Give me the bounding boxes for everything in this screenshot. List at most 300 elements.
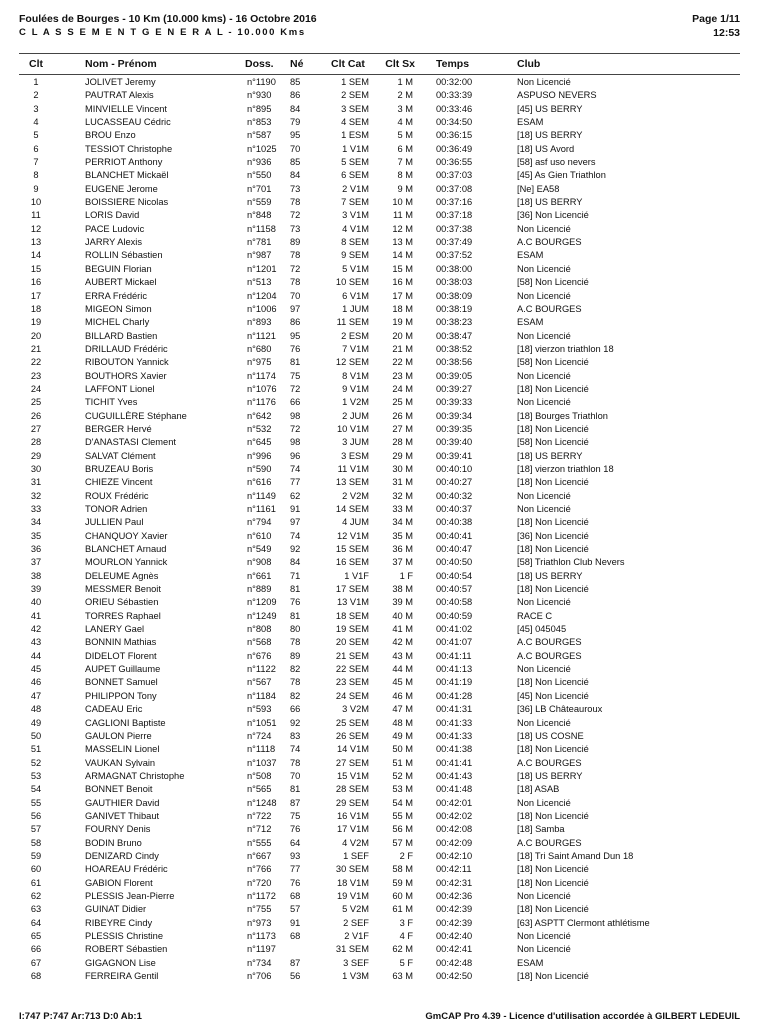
sex-rank: 26 M (392, 410, 413, 421)
bib-number: n°1006 (247, 303, 277, 314)
table-row (19, 290, 740, 303)
table-row (19, 743, 740, 756)
table-row (19, 676, 740, 689)
club-name: Non Licencié (517, 597, 571, 608)
category-rank: 23 SEM (335, 677, 369, 688)
finish-time: 00:39:05 (436, 370, 473, 381)
sex-rank: 2 F (399, 850, 413, 861)
sex-rank: 31 M (392, 477, 413, 488)
ranking-subtitle: C L A S S E M E N T G E N E R A L - 10.000 Kms (19, 27, 306, 38)
birth-year: 62 (290, 490, 301, 501)
birth-year: 56 (290, 971, 301, 982)
birth-year: 78 (290, 677, 301, 688)
bib-number: n°1025 (247, 143, 277, 154)
sex-rank: 35 M (392, 530, 413, 541)
birth-year: 75 (290, 810, 301, 821)
birth-year: 96 (290, 450, 301, 461)
finish-time: 00:38:52 (436, 343, 473, 354)
runner-name: PAUTRAT Alexis (85, 90, 154, 101)
table-row (19, 556, 740, 569)
club-name: [18] Samba (517, 824, 565, 835)
bib-number: n°645 (247, 437, 272, 448)
category-rank: 19 V1M (336, 890, 369, 901)
finish-time: 00:42:36 (436, 890, 473, 901)
category-rank: 9 V1M (342, 383, 369, 394)
footer-stats: I:747 P:747 Ar:713 D:0 Ab:1 (19, 1011, 142, 1022)
club-name: [18] Non Licencié (517, 864, 589, 875)
club-name: Non Licencié (517, 504, 571, 514)
rank: 63 (30, 904, 42, 915)
rank: 21 (30, 343, 42, 354)
birth-year: 86 (290, 317, 301, 328)
finish-time: 00:42:40 (436, 931, 473, 941)
birth-year: 78 (290, 250, 301, 261)
birth-year: 98 (290, 410, 301, 421)
rank: 17 (30, 290, 42, 301)
finish-time: 00:38:47 (436, 330, 473, 341)
bib-number: n°508 (247, 770, 272, 781)
club-name: Non Licencié (517, 944, 571, 955)
table-row (19, 810, 740, 823)
club-name: [18] Non Licencié (517, 904, 589, 915)
runner-name: SALVAT Clément (85, 450, 156, 461)
birth-year: 80 (290, 624, 301, 635)
table-row (19, 943, 740, 956)
runner-name: BOISSIERE Nicolas (85, 197, 169, 208)
runner-name: LANERY Gael (85, 624, 145, 635)
finish-time: 00:41:33 (436, 717, 473, 728)
sex-rank: 2 M (397, 90, 413, 101)
sex-rank: 11 M (393, 210, 413, 221)
bib-number: n°587 (247, 130, 272, 141)
runner-name: MIGEON Simon (85, 303, 152, 314)
sex-rank: 28 M (392, 437, 413, 448)
category-rank: 13 V1M (336, 597, 369, 608)
table-row (19, 783, 740, 796)
club-name: [45] US BERRY (517, 103, 583, 114)
table-row (19, 850, 740, 863)
club-name: Non Licencié (517, 263, 571, 274)
club-name: [18] Non Licencié (517, 544, 589, 555)
rank: 22 (30, 357, 42, 368)
birth-year: 66 (290, 704, 301, 715)
finish-time: 00:37:38 (436, 223, 473, 234)
birth-year: 73 (290, 223, 301, 234)
runner-name: BERGER Hervé (85, 423, 152, 434)
bib-number: n°701 (247, 183, 272, 194)
bib-number: n°734 (247, 957, 272, 968)
bib-number: n°567 (247, 677, 272, 688)
club-name: Non Licencié (517, 370, 571, 381)
category-rank: 6 V1M (342, 290, 369, 301)
bib-number: n°853 (247, 117, 272, 128)
runner-name: MASSELIN Lionel (85, 744, 160, 755)
rank: 44 (30, 650, 42, 661)
birth-year: 97 (290, 303, 301, 314)
sex-rank: 27 M (392, 423, 413, 434)
category-rank: 4 JUM (342, 517, 369, 528)
runner-name: LUCASSEAU Cédric (85, 117, 171, 128)
category-rank: 1 V3M (342, 971, 369, 982)
finish-time: 00:39:35 (436, 423, 473, 434)
finish-time: 00:41:43 (436, 770, 473, 781)
club-name: A.C BOURGES (517, 303, 582, 314)
club-name: A.C BOURGES (517, 637, 582, 648)
category-rank: 3 ESM (341, 450, 369, 461)
sex-rank: 7 M (397, 157, 413, 168)
finish-time: 00:42:41 (436, 944, 473, 955)
finish-time: 00:41:07 (436, 637, 473, 648)
runner-name: GIGAGNON Lise (85, 957, 156, 968)
club-name: A.C BOURGES (517, 650, 582, 661)
club-name: [18] ASAB (517, 784, 560, 795)
rank: 38 (30, 570, 42, 581)
category-rank: 5 V1M (342, 263, 369, 274)
table-row (19, 249, 740, 262)
finish-time: 00:42:31 (436, 877, 473, 888)
table-row (19, 156, 740, 169)
rank: 10 (30, 197, 42, 208)
rank: 1 (33, 77, 39, 87)
finish-time: 00:42:11 (436, 864, 472, 875)
category-rank: 24 SEM (335, 690, 369, 701)
club-name: ESAM (517, 117, 544, 128)
table-row (19, 316, 740, 329)
runner-name: AUPET Guillaume (85, 664, 161, 675)
category-rank: 28 SEM (335, 784, 369, 795)
sex-rank: 33 M (392, 504, 413, 514)
bib-number: n°996 (247, 450, 272, 461)
table-row (19, 103, 740, 116)
birth-year: 72 (290, 263, 301, 274)
category-rank: 12 SEM (335, 357, 369, 368)
club-name: [18] Non Licencié (517, 517, 589, 528)
bib-number: n°610 (247, 530, 272, 541)
finish-time: 00:40:58 (436, 597, 473, 608)
sex-rank: 3 M (397, 103, 413, 114)
bib-number: n°1118 (247, 744, 276, 755)
sex-rank: 49 M (392, 730, 413, 741)
runner-name: BLANCHET Mickaël (85, 170, 169, 181)
rank: 14 (30, 250, 42, 261)
bib-number: n°930 (247, 90, 272, 101)
club-name: [18] Non Licencié (517, 477, 589, 488)
category-rank: 21 SEM (335, 650, 369, 661)
sex-rank: 14 M (392, 250, 413, 261)
bib-number: n°1161 (247, 504, 276, 514)
club-name: [18] Non Licencié (517, 810, 589, 821)
bib-number: n°550 (247, 170, 272, 181)
rank: 42 (30, 624, 42, 635)
category-rank: 4 V2M (342, 837, 369, 848)
category-rank: 1 V2M (342, 397, 369, 408)
category-rank: 2 ESM (341, 330, 369, 341)
table-row (19, 717, 740, 730)
birth-year: 70 (290, 770, 301, 781)
runner-name: DELEUME Agnès (85, 570, 159, 581)
club-name: Non Licencié (517, 290, 571, 301)
birth-year: 85 (290, 157, 301, 168)
col-temps: Temps (436, 58, 470, 70)
rank: 39 (30, 584, 42, 595)
runner-name: RIBOUTON Yannick (85, 357, 169, 368)
rank: 20 (30, 330, 42, 341)
birth-year: 86 (290, 90, 301, 101)
table-row (19, 877, 740, 890)
category-rank: 3 SEF (343, 957, 369, 968)
runner-name: JULLIEN Paul (85, 517, 144, 528)
finish-time: 00:38:03 (436, 277, 473, 288)
sex-rank: 22 M (392, 357, 413, 368)
sex-rank: 21 M (392, 343, 413, 354)
rank: 5 (33, 130, 39, 141)
club-name: A.C BOURGES (517, 837, 582, 848)
birth-year: 91 (290, 917, 301, 928)
sex-rank: 5 M (397, 130, 413, 141)
finish-time: 00:37:16 (436, 197, 473, 208)
birth-year: 84 (290, 103, 301, 114)
rank: 35 (30, 530, 42, 541)
birth-year: 84 (290, 557, 301, 568)
finish-time: 00:37:18 (436, 210, 473, 221)
table-row (19, 797, 740, 810)
runner-name: BROU Enzo (85, 130, 136, 141)
runner-name: PLESSIS Jean-Pierre (85, 890, 175, 901)
table-row (19, 169, 740, 182)
rank: 48 (30, 704, 42, 715)
birth-year: 78 (290, 757, 301, 768)
table-row (19, 463, 740, 476)
rank: 37 (30, 557, 42, 568)
runner-name: GAUTHIER David (85, 797, 160, 808)
finish-time: 00:40:41 (436, 530, 473, 541)
bib-number: n°642 (247, 410, 272, 421)
category-rank: 10 SEM (335, 277, 369, 288)
birth-year: 95 (290, 330, 301, 341)
rank: 30 (30, 463, 42, 474)
rank: 19 (30, 317, 42, 328)
bib-number: n°555 (247, 837, 272, 848)
category-rank: 16 SEM (335, 557, 369, 568)
club-name: A.C BOURGES (517, 237, 582, 248)
sex-rank: 17 M (392, 290, 413, 301)
category-rank: 1 SEM (341, 77, 369, 87)
rank: 24 (30, 383, 42, 394)
category-rank: 5 SEM (341, 157, 369, 168)
bib-number: n°1051 (247, 717, 277, 728)
birth-year: 78 (290, 277, 301, 288)
runner-name: BONNIN Mathias (85, 637, 157, 648)
bib-number: n°936 (247, 157, 272, 168)
runner-name: BEGUIN Florian (85, 263, 152, 274)
table-row (19, 703, 740, 716)
bib-number: n°712 (247, 824, 272, 835)
rank: 60 (30, 864, 42, 875)
category-rank: 2 V2M (342, 490, 369, 501)
sex-rank: 13 M (392, 237, 413, 248)
finish-time: 00:39:40 (436, 437, 473, 448)
club-name: Non Licencié (517, 223, 571, 234)
finish-time: 00:38:23 (436, 317, 473, 328)
birth-year: 93 (290, 850, 301, 861)
table-row (19, 116, 740, 129)
club-name: [18] Non Licencié (517, 971, 589, 982)
sex-rank: 58 M (392, 864, 413, 875)
category-rank: 11 V1M (337, 463, 369, 474)
runner-name: DIDELOT Florent (85, 650, 157, 661)
rank: 13 (30, 237, 42, 248)
category-rank: 1 SEF (343, 850, 369, 861)
category-rank: 3 V2M (342, 704, 369, 715)
category-rank: 13 SEM (335, 477, 369, 488)
club-name: Non Licencié (517, 490, 571, 501)
club-name: [18] US BERRY (517, 450, 583, 461)
club-name: [18] Tri Saint Amand Dun 18 (517, 850, 634, 861)
rank: 16 (30, 277, 42, 288)
bib-number: n°1076 (247, 383, 277, 394)
birth-year: 76 (290, 824, 301, 835)
finish-time: 00:38:00 (436, 263, 473, 274)
category-rank: 15 V1M (336, 770, 369, 781)
bib-number: n°593 (247, 704, 272, 715)
birth-year: 92 (290, 717, 301, 728)
bib-number: n°667 (247, 850, 272, 861)
runner-name: GAULON Pierre (85, 730, 152, 741)
runner-name: CAGLIONI Baptiste (85, 717, 166, 728)
runner-name: RIBEYRE Cindy (85, 917, 153, 928)
club-name: [45] Non Licencié (517, 690, 589, 701)
finish-time: 00:42:09 (436, 837, 473, 848)
finish-time: 00:42:02 (436, 810, 473, 821)
rank: 7 (33, 157, 39, 168)
bib-number: n°848 (247, 210, 272, 221)
bib-number: n°724 (247, 730, 272, 741)
sex-rank: 44 M (392, 664, 413, 675)
sex-rank: 10 M (392, 197, 413, 208)
finish-time: 00:41:31 (436, 704, 473, 715)
bib-number: n°1158 (247, 223, 276, 234)
col-nom-prenom: Nom - Prénom (85, 58, 157, 70)
club-name: [18] Bourges Triathlon (517, 410, 608, 421)
bib-number: n°559 (247, 197, 272, 208)
club-name: [Ne] EA58 (517, 183, 560, 194)
finish-time: 00:41:33 (436, 730, 473, 741)
runner-name: TORRES Raphael (85, 610, 161, 621)
bib-number: n°722 (247, 810, 272, 821)
finish-time: 00:41:38 (436, 744, 473, 755)
rank: 32 (30, 490, 42, 501)
club-name: [18] vierzon triathlon 18 (517, 343, 614, 354)
birth-year: 98 (290, 437, 301, 448)
birth-year: 76 (290, 343, 301, 354)
finish-time: 00:33:39 (436, 90, 473, 101)
category-rank: 19 SEM (335, 624, 369, 635)
category-rank: 16 V1M (336, 810, 369, 821)
rank: 68 (30, 971, 42, 982)
club-name: Non Licencié (517, 890, 571, 901)
club-name: A.C BOURGES (517, 757, 582, 768)
finish-time: 00:38:19 (436, 303, 473, 314)
sex-rank: 42 M (392, 637, 413, 648)
birth-year: 78 (290, 637, 301, 648)
rank: 26 (30, 410, 42, 421)
birth-year: 79 (290, 117, 301, 128)
category-rank: 30 SEM (335, 864, 369, 875)
category-rank: 22 SEM (335, 664, 369, 675)
finish-time: 00:39:34 (436, 410, 473, 421)
bib-number: n°808 (247, 624, 272, 635)
category-rank: 2 SEM (341, 90, 369, 101)
rank: 29 (30, 450, 42, 461)
sex-rank: 34 M (392, 517, 413, 528)
sex-rank: 39 M (392, 597, 413, 608)
sex-rank: 9 M (397, 183, 413, 194)
club-name: [45] 045045 (517, 624, 567, 635)
rank: 56 (30, 810, 42, 821)
finish-time: 00:41:41 (436, 757, 473, 768)
col-ne: Né (290, 58, 304, 70)
footer-license: GmCAP Pro 4.39 - Licence d'utilisation accordée à GILBERT LEDEUIL (425, 1011, 740, 1022)
sex-rank: 54 M (392, 797, 413, 808)
runner-name: D'ANASTASI Clement (85, 437, 176, 448)
finish-time: 00:42:10 (436, 850, 473, 861)
club-name: Non Licencié (517, 77, 571, 87)
table-row (19, 143, 740, 156)
sex-rank: 38 M (392, 584, 413, 595)
runner-name: DRILLAUD Frédéric (85, 343, 168, 354)
table-row (19, 970, 740, 983)
rank: 15 (30, 263, 42, 274)
finish-time: 00:42:39 (436, 917, 473, 928)
sex-rank: 29 M (392, 450, 413, 461)
finish-time: 00:40:47 (436, 544, 473, 555)
category-rank: 15 SEM (335, 544, 369, 555)
birth-year: 76 (290, 597, 301, 608)
table-row (19, 423, 740, 436)
finish-time: 00:33:46 (436, 103, 473, 114)
sex-rank: 56 M (392, 824, 413, 835)
sex-rank: 4 F (399, 931, 413, 941)
table-row (19, 570, 740, 583)
bib-number: n°616 (247, 477, 272, 488)
rank: 33 (30, 504, 42, 514)
sex-rank: 61 M (392, 904, 413, 915)
table-row (19, 356, 740, 369)
table-row (19, 650, 740, 663)
runner-name: BONNET Samuel (85, 677, 158, 688)
finish-time: 00:40:27 (436, 477, 473, 488)
sex-rank: 37 M (392, 557, 413, 568)
rank: 67 (30, 957, 42, 968)
birth-year: 81 (290, 357, 301, 368)
rank: 12 (30, 223, 42, 234)
rank: 66 (30, 944, 42, 955)
sex-rank: 20 M (392, 330, 413, 341)
bib-number: n°1249 (247, 610, 277, 621)
table-row (19, 450, 740, 463)
birth-year: 89 (290, 237, 301, 248)
club-name: ESAM (517, 957, 544, 968)
runner-name: PERRIOT Anthony (85, 157, 163, 168)
finish-time: 00:34:50 (436, 117, 473, 128)
category-rank: 11 SEM (336, 317, 369, 328)
club-name: Non Licencié (517, 931, 571, 941)
table-row (19, 503, 740, 516)
sex-rank: 55 M (392, 810, 413, 821)
sex-rank: 1 F (399, 570, 413, 581)
bib-number: n°1209 (247, 597, 277, 608)
sex-rank: 62 M (392, 944, 413, 955)
